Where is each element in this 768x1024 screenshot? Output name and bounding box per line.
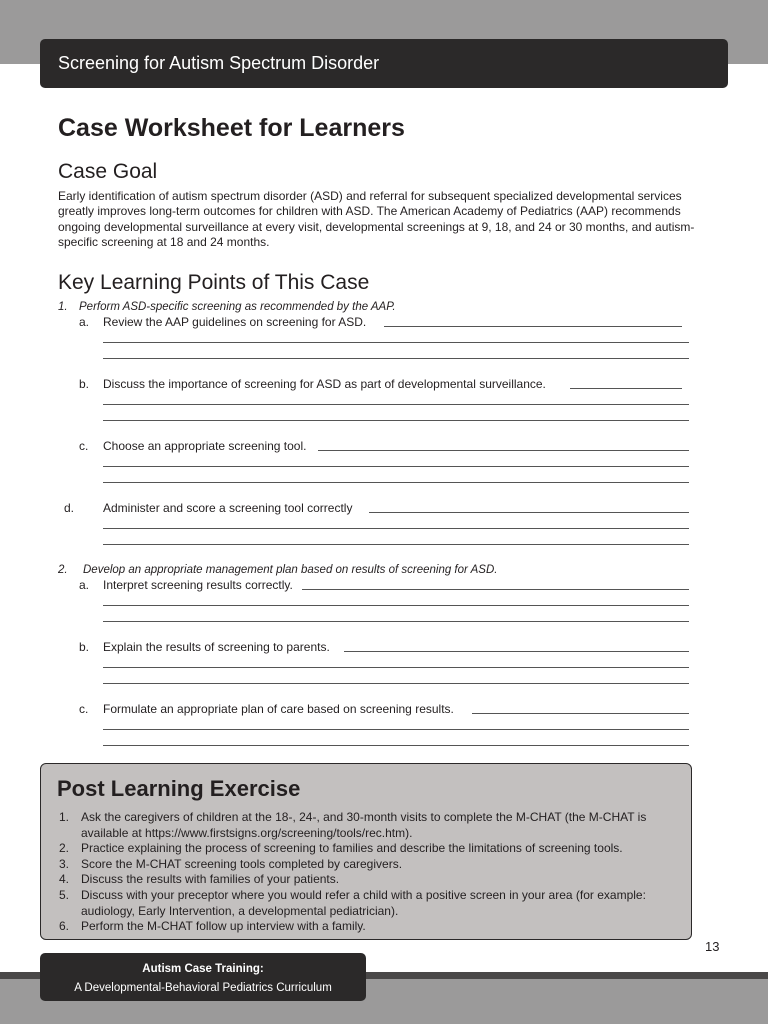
answer-line[interactable] (103, 621, 689, 622)
answer-line[interactable] (103, 420, 689, 421)
post-learning-exercise-box (40, 763, 692, 940)
post-learning-heading: Post Learning Exercise (57, 776, 301, 801)
list-item-text: Score the M-CHAT screening tools completed by caregivers. (81, 856, 403, 871)
key-learning-points-heading: Key Learning Points of This Case (58, 270, 370, 294)
learning-point-1 (58, 300, 698, 563)
learning-point-2 (58, 563, 698, 764)
list-item-number: 1. (59, 810, 70, 824)
answer-line[interactable] (318, 450, 689, 451)
subitem-letter: a. (79, 314, 90, 329)
document-title: Case Worksheet for Learners (58, 114, 405, 142)
list-item (57, 841, 675, 857)
case-goal-heading: Case Goal (58, 160, 158, 183)
list-item (57, 872, 675, 888)
subitem-1a (58, 315, 698, 377)
answer-line[interactable] (344, 651, 689, 652)
subitem-letter: c. (79, 701, 89, 716)
worksheet-content (58, 110, 698, 764)
learning-point-text: Perform ASD-specific screening as recommended by the AAP. (79, 300, 396, 313)
answer-line[interactable] (103, 683, 689, 684)
answer-line[interactable] (103, 342, 689, 343)
subitem-text: Formulate an appropriate plan of care based on screening results. (103, 701, 454, 716)
footer-subtitle: A Developmental-Behavioral Pediatrics Curriculum (74, 982, 332, 994)
subitem-letter: d. (64, 500, 75, 515)
answer-line[interactable] (103, 404, 689, 405)
case-goal-text: Early identification of autism spectrum disorder (ASD) and referral for subsequent specialized developmental services greatly improves long-term outcomes for children with ASD. The American Academy of Pediatrics (AAP) recommends ongoing developmental surveillance at every visit, developmental screenings at 9, 18, and 24 or 30 months, and autism-specific screening at 18 and 24 months. (58, 189, 695, 250)
list-item (57, 888, 675, 919)
answer-line[interactable] (103, 729, 689, 730)
learning-point-number: 2. (58, 563, 68, 576)
subitem-letter: b. (79, 376, 90, 391)
list-item-number: 3. (59, 856, 70, 871)
answer-line[interactable] (103, 358, 689, 359)
answer-line[interactable] (103, 605, 689, 606)
subitem-text: Interpret screening results correctly. (103, 577, 293, 592)
subitem-text: Administer and score a screening tool correctly (103, 500, 353, 515)
subitem-text: Choose an appropriate screening tool. (103, 438, 307, 453)
answer-line[interactable] (302, 589, 689, 590)
subitem-1d (58, 501, 698, 563)
list-item-number: 4. (59, 872, 70, 887)
list-item-text: Practice explaining the process of screening to families and describe the limitations of screening tools. (81, 841, 623, 856)
subitem-text: Discuss the importance of screening for ASD as part of developmental surveillance. (103, 376, 546, 391)
subitem-1c (58, 439, 698, 501)
subitem-text: Explain the results of screening to parents. (103, 639, 330, 654)
subitem-2c (58, 702, 698, 764)
answer-line[interactable] (384, 326, 682, 327)
list-item (57, 810, 675, 841)
subitem-2b (58, 640, 698, 702)
answer-line[interactable] (103, 667, 689, 668)
list-item-number: 2. (59, 841, 70, 856)
header-bar (40, 39, 728, 88)
header-title: Screening for Autism Spectrum Disorder (58, 53, 380, 73)
subitem-1b (58, 377, 698, 439)
subitem-letter: b. (79, 639, 90, 654)
answer-line[interactable] (472, 713, 689, 714)
answer-line[interactable] (570, 388, 682, 389)
subitem-text: Review the AAP guidelines on screening for ASD. (103, 314, 367, 329)
list-item-number: 6. (59, 919, 70, 934)
answer-line[interactable] (369, 512, 689, 513)
list-item-text: Discuss with your preceptor where you would refer a child with a positive screen in your area (for example: audiology, Early Intervention, a developmental pediatrician). (81, 887, 646, 918)
answer-line[interactable] (103, 745, 689, 746)
answer-line[interactable] (103, 528, 689, 529)
learning-point-text: Develop an appropriate management plan based on results of screening for ASD. (83, 563, 498, 576)
footer-title: Autism Case Training: (142, 963, 264, 975)
answer-line[interactable] (103, 466, 689, 467)
list-item-text: Ask the caregivers of children at the 18-, 24-, and 30-month visits to complete the M-CHAT (the M-CHAT is available at https://www.firstsigns.org/screening/tools/rec.htm). (81, 810, 647, 840)
list-item-text: Discuss the results with families of your patients. (81, 872, 340, 887)
list-item-number: 5. (59, 887, 70, 902)
list-item (57, 919, 675, 935)
subitem-letter: a. (79, 577, 90, 592)
answer-line[interactable] (103, 482, 689, 483)
page-number: 13 (705, 939, 720, 954)
subitem-letter: c. (79, 438, 89, 453)
answer-line[interactable] (103, 544, 689, 545)
subitem-2a (58, 578, 698, 640)
list-item (57, 857, 675, 873)
post-learning-list (57, 810, 675, 935)
footer-box (40, 953, 366, 1001)
list-item-text: Perform the M-CHAT follow up interview with a family. (81, 919, 366, 934)
learning-point-number: 1. (58, 300, 68, 313)
